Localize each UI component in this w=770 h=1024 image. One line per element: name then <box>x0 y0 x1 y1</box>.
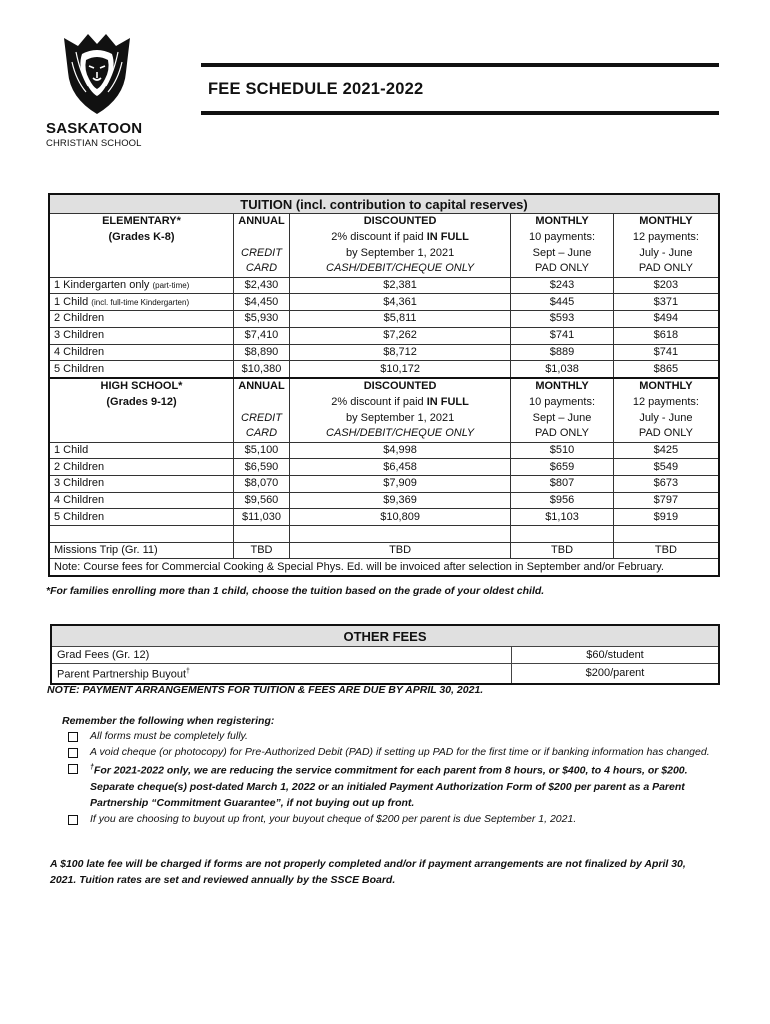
col-monthly-10: MONTHLY <box>511 214 614 230</box>
high-school-header-row-3: CREDIT by September 1, 2021 Sept – June July - June <box>49 410 719 426</box>
checkbox-icon <box>68 764 78 774</box>
other-fees-heading: OTHER FEES <box>51 625 719 647</box>
other-fees-heading-row <box>51 625 719 647</box>
tuition-table <box>48 193 720 577</box>
missions-row: Missions Trip (Gr. 11) TBD TBD TBD TBD <box>49 542 719 559</box>
reminders-heading: Remember the following when registering: <box>62 715 275 727</box>
checkbox-icon <box>68 732 78 742</box>
table-row: 1 Child $5,100 $4,998 $510 $425 <box>49 442 719 459</box>
elementary-header-row-3: CREDIT by September 1, 2021 Sept – June July - June <box>49 245 719 261</box>
list-item: All forms must be completely fully. <box>62 728 722 744</box>
elementary-label: ELEMENTARY* <box>49 214 234 230</box>
tuition-heading-row <box>49 194 719 214</box>
high-school-header-row-4: CARD CASH/DEBIT/CHEQUE ONLY PAD ONLY PAD ONLY <box>49 426 719 442</box>
col-annual: ANNUAL <box>234 214 290 230</box>
school-name: SASKATOON <box>46 120 143 137</box>
tuition-heading: TUITION (incl. contribution to capital reserves) <box>49 194 719 214</box>
other-fees-table <box>50 624 720 685</box>
high-school-header-row-2: (Grades 9-12) 2% discount if paid IN FULL 10 payments: 12 payments: <box>49 395 719 411</box>
elementary-grades: (Grades K-8) <box>49 230 234 246</box>
course-fee-note-row <box>49 559 719 576</box>
list-item: †For 2021-2022 only, we are reducing the service commitment for each parent from 8 hours, or $400, to 4 hours, or $200. Separate cheque(s) post-dated March 1, 2022 or an initialed Payment Authorization Form of $200 per parent as a Parent Partnership “Commitment Guarantee”, if not buying out up front. <box>62 760 722 811</box>
course-fee-note: Note: Course fees for Commercial Cooking & Special Phys. Ed. will be invoiced after selection in September and/or February. <box>49 559 719 576</box>
title-rule-top <box>201 63 719 67</box>
late-fee-note: A $100 late fee will be charged if forms are not properly completed and/or if payment arrangements are not finalized by April 30, 2021. Tuition rates are set and reviewed annually by the SSCE Board. <box>50 858 686 886</box>
list-item: A void cheque (or photocopy) for Pre-Authorized Debit (PAD) if setting up PAD for the first time or if banking information has changed. <box>62 744 722 760</box>
list-item: If you are choosing to buyout up front, your buyout cheque of $200 per parent is due September 1, 2021. <box>62 811 722 827</box>
high-school-header-row-1: HIGH SCHOOL* ANNUAL DISCOUNTED MONTHLY MONTHLY <box>49 378 719 395</box>
table-row: 5 Children $11,030 $10,809 $1,103 $919 <box>49 509 719 526</box>
table-row: 5 Children $10,380 $10,172 $1,038 $865 <box>49 361 719 378</box>
table-row: 1 Child (incl. full-time Kindergarten) $4,450 $4,361 $445 $371 <box>49 294 719 311</box>
school-logo <box>46 32 144 149</box>
table-row: 3 Children $8,070 $7,909 $807 $673 <box>49 476 719 493</box>
title-rule-bottom <box>201 111 719 115</box>
elementary-header-row-1 <box>49 214 719 230</box>
table-row: 2 Children $5,930 $5,811 $593 $494 <box>49 311 719 328</box>
table-row: Grad Fees (Gr. 12) $60/student <box>51 647 719 664</box>
discount-terms: 2% discount if paid IN FULL <box>289 230 510 246</box>
col-discounted: DISCOUNTED <box>289 214 510 230</box>
table-row: 4 Children $8,890 $8,712 $889 $741 <box>49 344 719 361</box>
checkbox-icon <box>68 748 78 758</box>
checkbox-icon <box>68 815 78 825</box>
col-monthly-12: MONTHLY <box>613 214 719 230</box>
high-school-grades: (Grades 9-12) <box>49 395 234 411</box>
table-row: 1 Kindergarten only (part-time) $2,430 $2,381 $243 $203 <box>49 277 719 294</box>
school-subtitle: CHRISTIAN SCHOOL <box>46 138 142 149</box>
table-row: 4 Children $9,560 $9,369 $956 $797 <box>49 492 719 509</box>
lion-crest-icon <box>58 32 136 116</box>
page-title: FEE SCHEDULE 2021-2022 <box>208 80 424 98</box>
oldest-child-note: *For families enrolling more than 1 child, choose the tuition based on the grade of your oldest child. <box>46 585 545 597</box>
table-row: Parent Partnership Buyout† $200/parent <box>51 664 719 684</box>
elementary-header-row-2: (Grades K-8) 2% discount if paid IN FULL 10 payments: 12 payments: <box>49 230 719 246</box>
elementary-header-row-4: CARD CASH/DEBIT/CHEQUE ONLY PAD ONLY PAD ONLY <box>49 261 719 277</box>
high-school-label: HIGH SCHOOL* <box>49 378 234 395</box>
table-row: 3 Children $7,410 $7,262 $741 $618 <box>49 327 719 344</box>
payment-deadline-note: NOTE: PAYMENT ARRANGEMENTS FOR TUITION & FEES ARE DUE BY APRIL 30, 2021. <box>47 684 484 696</box>
reminders-section <box>62 715 722 827</box>
table-row-spacer <box>49 526 719 543</box>
table-row: 2 Children $6,590 $6,458 $659 $549 <box>49 459 719 476</box>
